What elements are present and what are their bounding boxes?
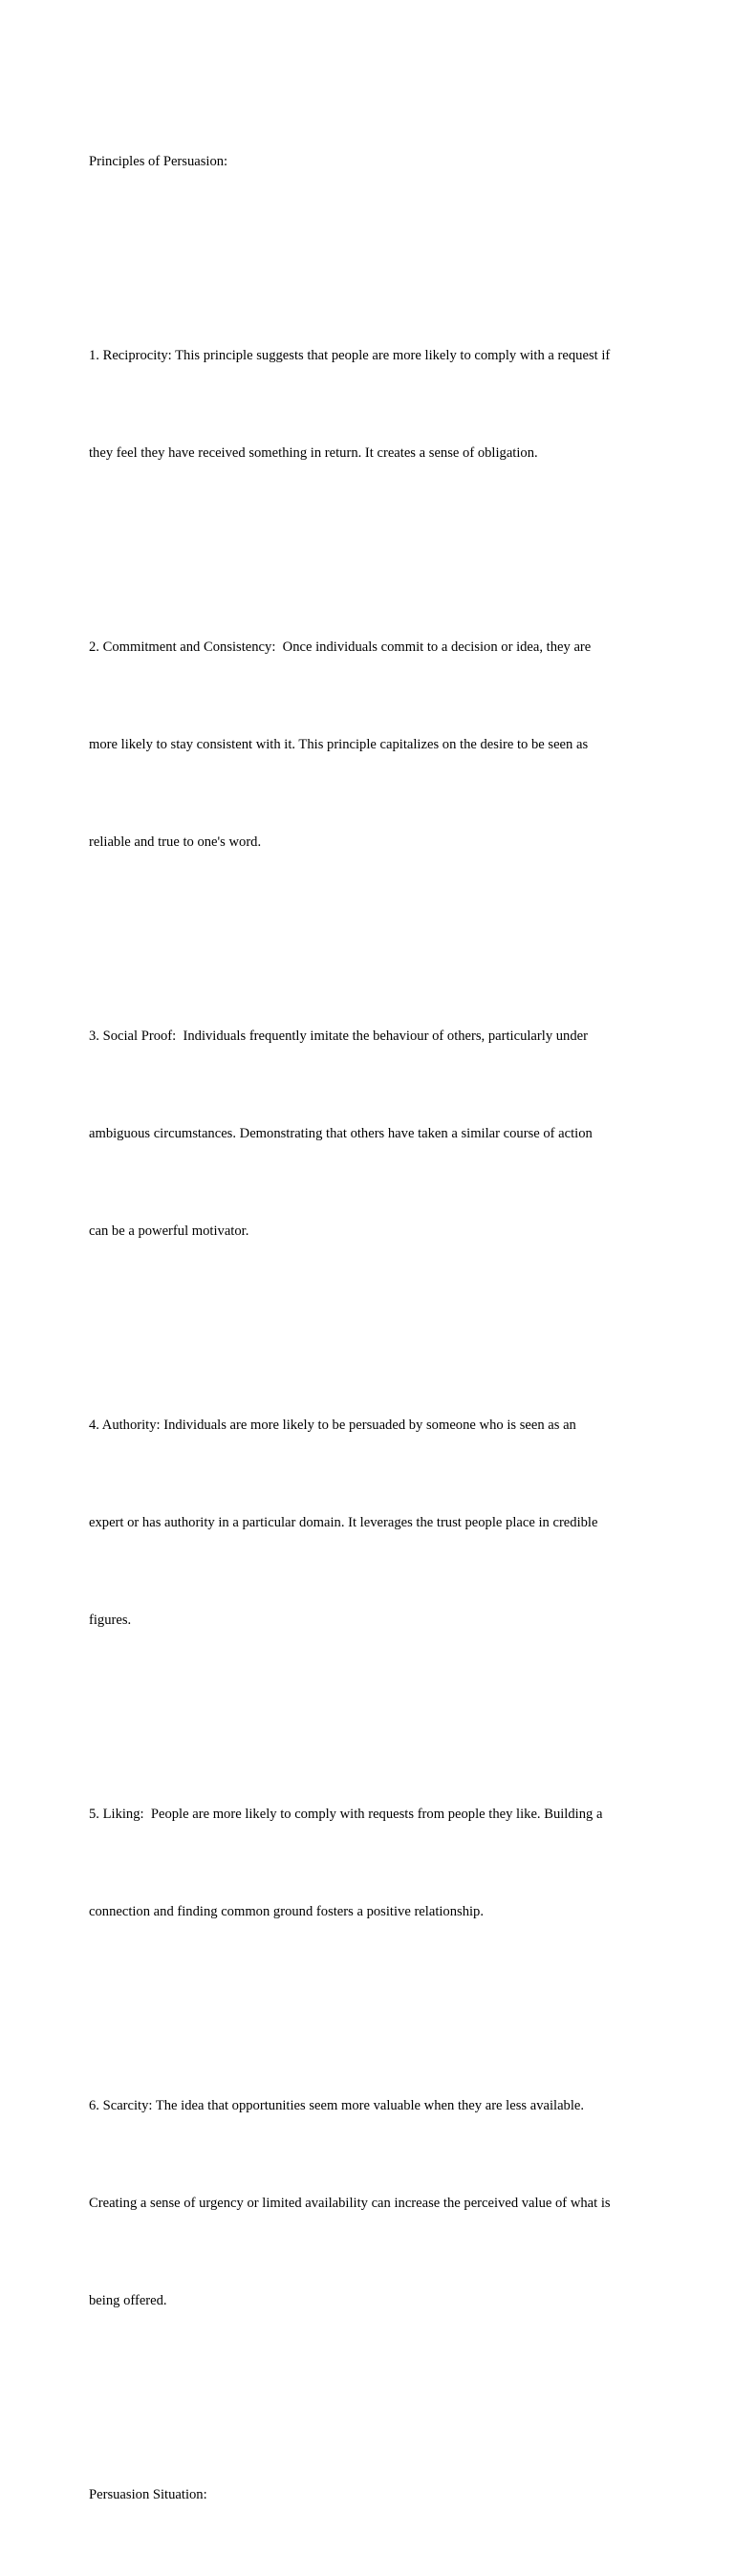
principle-line: being offered.	[89, 2293, 167, 2308]
principle-line: they feel they have received something in return. It creates a sense of obligation.	[89, 445, 538, 461]
paragraph-gap	[89, 1701, 653, 1733]
principle-reciprocity	[89, 274, 653, 534]
principle-line: Creating a sense of urgency or limited availability can increase the perceived value of what is	[89, 2196, 611, 2211]
paragraph-gap	[89, 923, 653, 955]
principle-commitment	[89, 566, 653, 923]
principle-line: connection and finding common ground fosters a positive relationship.	[89, 1904, 485, 1919]
principle-line: can be a powerful motivator.	[89, 1223, 249, 1239]
principle-social-proof	[89, 955, 653, 1312]
paragraph-gap	[89, 534, 653, 566]
principle-liking	[89, 1733, 653, 1993]
principle-line: 2. Commitment and Consistency: Once individuals commit to a decision or idea, they are	[89, 639, 592, 655]
principle-line: 6. Scarcity: The idea that opportunities seem more valuable when they are less available.	[89, 2098, 585, 2113]
principle-line: ambiguous circumstances. Demonstrating that others have taken a similar course of action	[89, 1126, 593, 1141]
principle-line: more likely to stay consistent with it. This principle capitalizes on the desire to be seen as	[89, 737, 589, 752]
principle-line: 3. Social Proof: Individuals frequently imitate the behaviour of others, particularly under	[89, 1028, 588, 1044]
principle-line: 5. Liking: People are more likely to comply with requests from people they like. Building a	[89, 1807, 603, 1822]
principle-line: reliable and true to one's word.	[89, 834, 262, 850]
principle-line: expert or has authority in a particular domain. It leverages the trust people place in credible	[89, 1515, 598, 1530]
heading-principles-text: Principles of Persuasion:	[89, 154, 228, 169]
document-body	[89, 80, 653, 2576]
principle-line: figures.	[89, 1613, 132, 1628]
paragraph-gap	[89, 1312, 653, 1344]
principle-scarcity	[89, 2024, 653, 2382]
heading-principles	[89, 80, 653, 243]
heading-situation	[89, 2414, 653, 2576]
principle-line: 4. Authority: Individuals are more likely to be persuaded by someone who is seen as an	[89, 1418, 576, 1433]
paragraph-gap	[89, 1993, 653, 2024]
principle-authority	[89, 1344, 653, 1701]
principle-line: 1. Reciprocity: This principle suggests that people are more likely to comply with a request if	[89, 348, 611, 363]
paragraph-gap	[89, 243, 653, 274]
paragraph-gap	[89, 2382, 653, 2414]
heading-situation-text: Persuasion Situation:	[89, 2487, 207, 2502]
